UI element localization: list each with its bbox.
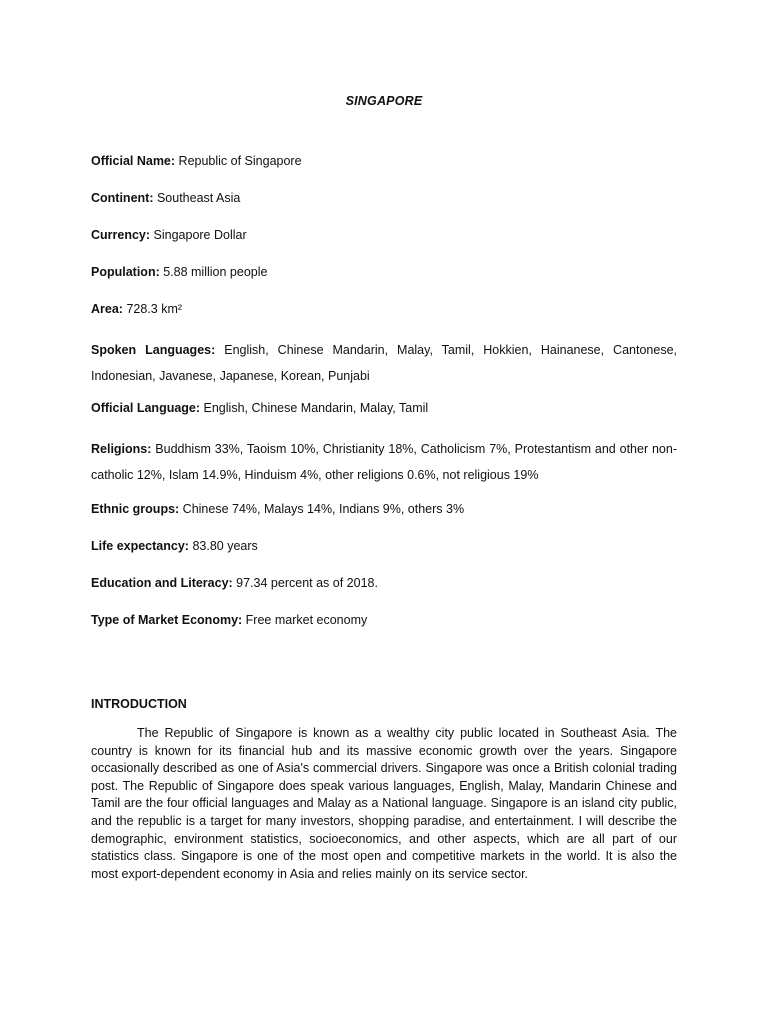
fact-label: Currency: [91,228,151,242]
fact-value: Southeast Asia [153,191,241,205]
fact-education-literacy [91,574,677,592]
fact-label: Education and Literacy: [91,576,233,590]
fact-value: English, Chinese Mandarin, Malay, Tamil, Hokkien, Hainanese, Cantonese, Indonesian, Javanese, Japanese, Korean, Punjabi [91,343,677,383]
fact-religions [91,436,677,488]
fact-label: Ethnic groups: [91,502,180,516]
fact-value: Buddhism 33%, Taoism 10%, Christianity 18%, Catholicism 7%, Protestantism and other non-catholic 12%, Islam 14.9%, Hinduism 4%, other religions 0.6%, not religious 19% [91,442,677,482]
fact-official-language [91,399,677,417]
fact-label: Religions: [91,442,152,456]
fact-label: Life expectancy: [91,539,189,553]
fact-official-name [91,152,677,170]
fact-continent [91,189,677,207]
fact-value: 97.34 percent as of 2018. [232,576,378,590]
fact-label: Official Name: [91,154,176,168]
fact-label: Population: [91,265,160,279]
fact-label: Spoken Languages: [91,343,216,357]
fact-value: English, Chinese Mandarin, Malay, Tamil [200,401,429,415]
fact-value: Singapore Dollar [150,228,247,242]
fact-area [91,300,677,318]
fact-label: Continent: [91,191,154,205]
introduction-paragraph: The Republic of Singapore is known as a wealthy city public located in Southeast Asia. The country is known for its financial hub and its massive economic growth over the years. Singapore occasionally described as one of Asia's commercial drivers. Singapore was once a British colonial trading post. The Republic of Singapore does speak various languages, English, Malay, Mandarin Chinese and Tamil are the four official languages and Malay as a National language. Singapore is an island city public, and the republic is a target for many investors, shopping paradise, and entertainment. I will describe the demographic, environment statistics, socioeconomics, and other aspects, which are all part of our statistics class. Singapore is one of the most open and competitive markets in the world. It is also the most export-dependent economy in Asia and relies mainly on its service sector. [91,726,677,881]
document-title: SINGAPORE [345,94,423,108]
fact-spoken-languages [91,337,677,389]
fact-value: Free market economy [242,613,368,627]
fact-value: Republic of Singapore [175,154,302,168]
fact-label: Official Language: [91,401,201,415]
fact-life-expectancy [91,537,677,555]
fact-label: Type of Market Economy: [91,613,243,627]
fact-value: 728.3 km² [122,302,183,316]
fact-value: Chinese 74%, Malays 14%, Indians 9%, others 3% [179,502,465,516]
fact-market-economy [91,611,677,629]
fact-value: 5.88 million people [159,265,268,279]
introduction-heading: INTRODUCTION [91,697,187,711]
country-facts [91,152,677,648]
fact-value: 83.80 years [188,539,258,553]
fact-ethnic-groups [91,500,677,518]
fact-currency [91,226,677,244]
fact-population [91,263,677,281]
fact-label: Area: [91,302,123,316]
